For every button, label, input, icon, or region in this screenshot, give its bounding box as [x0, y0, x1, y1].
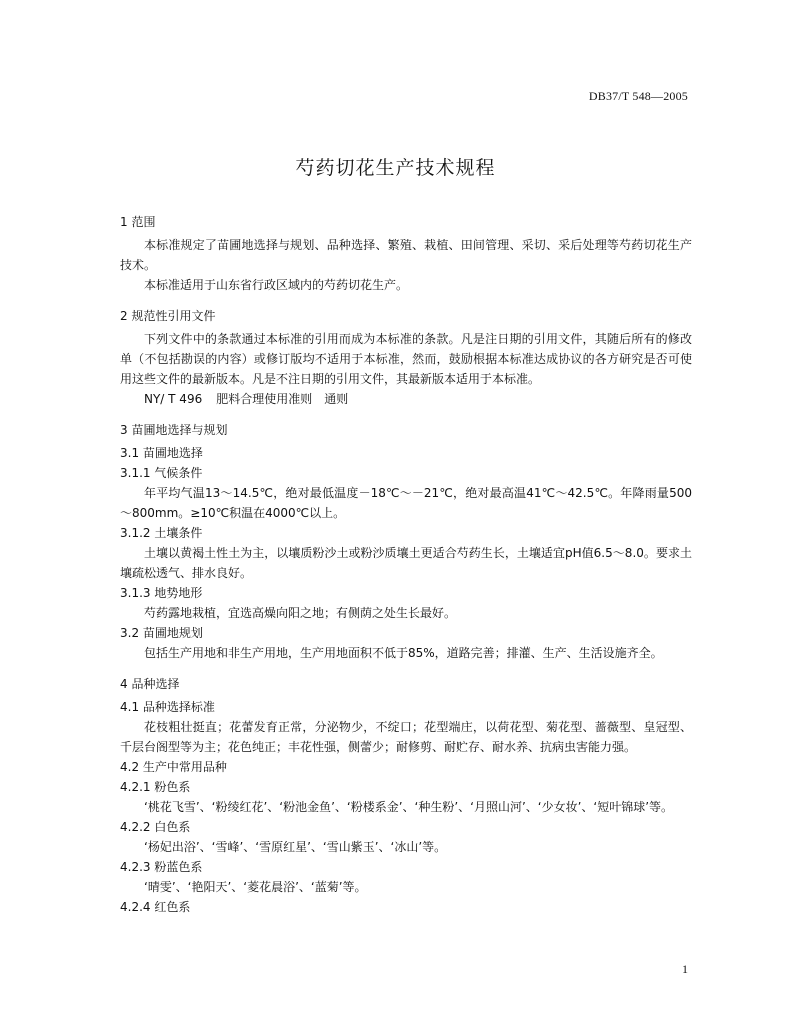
- subsection-heading: 4.2 生产中常用品种: [120, 760, 227, 774]
- paragraph: 包括生产用地和非生产用地，生产用地面积不低于85%，道路完善；排灌、生产、生活设施齐全。: [144, 646, 663, 660]
- subsection-heading: 4.1 品种选择标准: [120, 700, 215, 714]
- paragraph: ‘杨妃出浴’、‘雪峰’、‘雪原红星’、‘雪山紫玉’、‘冰山’等。: [144, 840, 447, 854]
- paragraph: ‘晴雯’、‘艳阳天’、‘菱花晨浴’、‘蓝菊’等。: [144, 880, 367, 894]
- document-title: 芍药切花生产技术规程: [295, 157, 496, 179]
- section-heading-4: 4 品种选择: [120, 677, 180, 691]
- subsection-heading: 3.1 苗圃地选择: [120, 446, 203, 460]
- normative-reference: [120, 389, 692, 409]
- section-heading-3: 3 苗圃地选择与规划: [120, 423, 228, 437]
- section-heading-1: 1 范围: [120, 215, 156, 229]
- paragraph: 下列文件中的条款通过本标准的引用而成为本标准的条款。凡是注日期的引用文件，其随后所有的修改单（不包括勘误的内容）或修订版均不适用于本标准，然而，鼓励根据本标准达成协议的各方研究是否可使用这些文件的最新版本。凡是不注日期的引用文件，其最新版本适用于本标准。: [120, 332, 692, 386]
- paragraph: 年平均气温13～14.5℃，绝对最低温度－18℃～－21℃，绝对最高温41℃～42.5℃。年降雨量500～800mm。≥10℃积温在4000℃以上。: [120, 486, 692, 520]
- paragraph: 本标准规定了苗圃地选择与规划、品种选择、繁殖、栽植、田间管理、采切、采后处理等芍药切花生产技术。: [120, 238, 692, 272]
- subsubsection-heading: 3.1.2 土壤条件: [120, 526, 203, 540]
- reference-title: 肥料合理使用准则 通则: [216, 392, 349, 406]
- paragraph: 本标准适用于山东省行政区域内的芍药切花生产。: [144, 278, 409, 292]
- paragraph: 花枝粗壮挺直；花蕾发育正常，分泌物少，不绽口；花型端庄，以荷花型、菊花型、蔷薇型、皇冠型、千层台阁型等为主；花色纯正；丰花性强，侧蕾少；耐修剪、耐贮存、耐水养、抗病虫害能力强。: [120, 720, 692, 754]
- subsubsection-heading: 4.2.2 白色系: [120, 820, 191, 834]
- page-number: 1: [682, 962, 688, 976]
- paragraph: 芍药露地栽植，宜选高燥向阳之地；有侧荫之处生长最好。: [144, 606, 457, 620]
- subsubsection-heading: 4.2.4 红色系: [120, 900, 191, 914]
- document-body: [120, 212, 692, 917]
- paragraph: ‘桃花飞雪’、‘粉绫红花’、‘粉池金鱼’、‘粉楼系金’、‘种生粉’、‘月照山河’、‘少女妆’、‘短叶锦球’等。: [144, 800, 674, 814]
- reference-code: NY/ T 496: [144, 392, 203, 406]
- subsubsection-heading: 4.2.1 粉色系: [120, 780, 191, 794]
- standard-code: DB37/T 548—2005: [588, 89, 688, 103]
- subsubsection-heading: 3.1.3 地势地形: [120, 586, 203, 600]
- paragraph: 土壤以黄褐土性土为主，以壤质粉沙土或粉沙质壤土更适合芍药生长，土壤适宜pH值6.5～8.0。要求土壤疏松透气、排水良好。: [120, 546, 692, 580]
- subsubsection-heading: 3.1.1 气候条件: [120, 466, 203, 480]
- section-heading-2: 2 规范性引用文件: [120, 309, 216, 323]
- subsubsection-heading: 4.2.3 粉蓝色系: [120, 860, 203, 874]
- subsection-heading: 3.2 苗圃地规划: [120, 626, 203, 640]
